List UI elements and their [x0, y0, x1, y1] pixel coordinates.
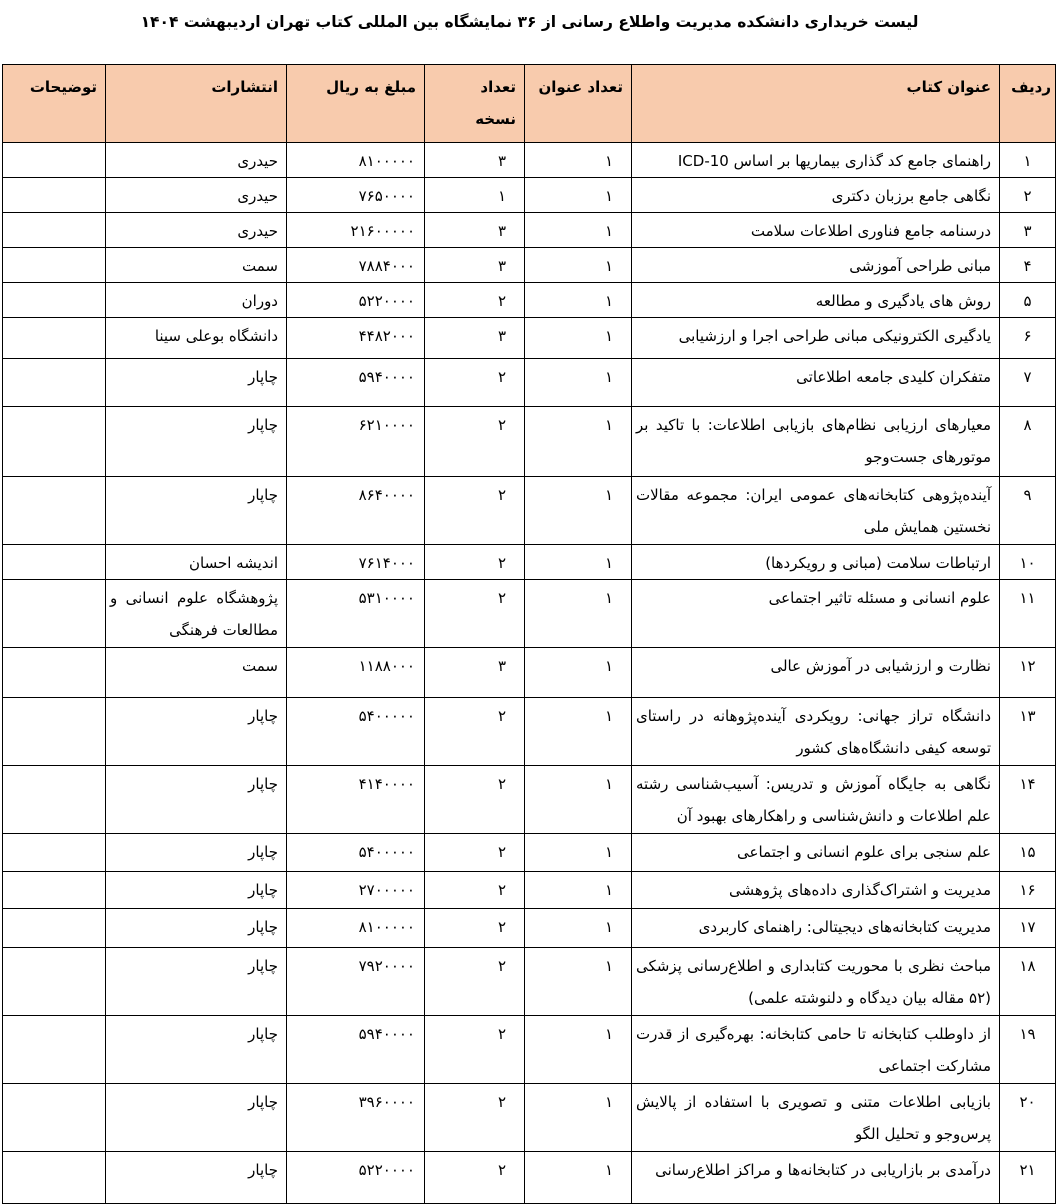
cell-row-number: ۱ — [1000, 143, 1056, 178]
cell-book-title: متفکران کلیدی جامعه اطلاعاتی — [632, 359, 1000, 407]
cell-amount: ۸۱۰۰۰۰۰ — [287, 909, 425, 948]
cell-amount: ۴۱۴۰۰۰۰ — [287, 766, 425, 834]
cell-notes — [3, 178, 106, 213]
cell-notes — [3, 872, 106, 909]
cell-book-title: راهنمای جامع کد گذاری بیماریها بر اساس ICD-10 — [632, 143, 1000, 178]
cell-copy-count: ۲ — [425, 698, 525, 766]
cell-amount: ۲۱۶۰۰۰۰۰ — [287, 213, 425, 248]
cell-book-title: نظارت و ارزشیابی در آموزش عالی — [632, 648, 1000, 698]
cell-amount: ۵۲۲۰۰۰۰ — [287, 1152, 425, 1204]
cell-copy-count: ۲ — [425, 1084, 525, 1152]
cell-title-count: ۱ — [525, 909, 632, 948]
cell-publisher: چاپار — [106, 1016, 287, 1084]
cell-notes — [3, 283, 106, 318]
cell-title-count: ۱ — [525, 213, 632, 248]
table-row — [3, 834, 1056, 872]
cell-publisher: سمت — [106, 248, 287, 283]
cell-amount: ۵۳۱۰۰۰۰ — [287, 580, 425, 648]
table-row — [3, 407, 1056, 477]
column-header-copy-count-label: تعداد نسخه — [475, 78, 516, 128]
column-header-amount: مبلغ به ریال — [287, 65, 425, 143]
cell-publisher: چاپار — [106, 477, 287, 545]
cell-copy-count: ۲ — [425, 283, 525, 318]
cell-amount: ۸۱۰۰۰۰۰ — [287, 143, 425, 178]
cell-amount: ۵۹۴۰۰۰۰ — [287, 1016, 425, 1084]
cell-row-number: ۹ — [1000, 477, 1056, 545]
cell-title-count: ۱ — [525, 648, 632, 698]
table-row — [3, 1084, 1056, 1152]
cell-publisher: چاپار — [106, 1152, 287, 1204]
cell-amount: ۵۴۰۰۰۰۰ — [287, 834, 425, 872]
cell-row-number: ۱۱ — [1000, 580, 1056, 648]
cell-amount: ۸۶۴۰۰۰۰ — [287, 477, 425, 545]
cell-row-number: ۵ — [1000, 283, 1056, 318]
cell-book-title: معیارهای ارزیابی نظام‌های بازیابی اطلاعات: با تاکید بر موتورهای جست‌وجو — [632, 407, 1000, 477]
cell-notes — [3, 834, 106, 872]
cell-row-number: ۱۶ — [1000, 872, 1056, 909]
cell-publisher: حیدری — [106, 178, 287, 213]
column-header-copy-count — [425, 65, 525, 143]
cell-amount: ۵۹۴۰۰۰۰ — [287, 359, 425, 407]
cell-notes — [3, 1152, 106, 1204]
cell-notes — [3, 1016, 106, 1084]
cell-publisher: حیدری — [106, 213, 287, 248]
cell-book-title: روش های یادگیری و مطالعه — [632, 283, 1000, 318]
column-header-row-no: ردیف — [1000, 65, 1056, 143]
purchase-table — [2, 64, 1056, 1204]
cell-amount: ۴۴۸۲۰۰۰ — [287, 318, 425, 359]
cell-copy-count: ۲ — [425, 766, 525, 834]
cell-title-count: ۱ — [525, 407, 632, 477]
table-row — [3, 545, 1056, 580]
cell-copy-count: ۲ — [425, 909, 525, 948]
cell-row-number: ۱۴ — [1000, 766, 1056, 834]
table-row — [3, 766, 1056, 834]
table-row — [3, 359, 1056, 407]
cell-title-count: ۱ — [525, 580, 632, 648]
cell-row-number: ۸ — [1000, 407, 1056, 477]
cell-book-title: نگاهی جامع برزبان دکتری — [632, 178, 1000, 213]
cell-copy-count: ۳ — [425, 213, 525, 248]
cell-row-number: ۲۱ — [1000, 1152, 1056, 1204]
cell-notes — [3, 359, 106, 407]
cell-notes — [3, 407, 106, 477]
cell-title-count: ۱ — [525, 248, 632, 283]
cell-copy-count: ۱ — [425, 178, 525, 213]
cell-title-count: ۱ — [525, 834, 632, 872]
cell-row-number: ۲۰ — [1000, 1084, 1056, 1152]
cell-book-title: مبانی طراحی آموزشی — [632, 248, 1000, 283]
table-row — [3, 318, 1056, 359]
cell-book-title: از داوطلب کتابخانه تا حامی کتابخانه: بهره‌گیری از قدرت مشارکت اجتماعی — [632, 1016, 1000, 1084]
table-row — [3, 178, 1056, 213]
cell-row-number: ۱۷ — [1000, 909, 1056, 948]
cell-title-count: ۱ — [525, 178, 632, 213]
cell-copy-count: ۳ — [425, 318, 525, 359]
table-body — [3, 143, 1056, 1204]
cell-publisher: چاپار — [106, 766, 287, 834]
cell-notes — [3, 248, 106, 283]
cell-publisher: چاپار — [106, 1084, 287, 1152]
cell-title-count: ۱ — [525, 477, 632, 545]
cell-copy-count: ۲ — [425, 580, 525, 648]
cell-row-number: ۷ — [1000, 359, 1056, 407]
cell-publisher: چاپار — [106, 407, 287, 477]
cell-notes — [3, 213, 106, 248]
table-row — [3, 872, 1056, 909]
cell-amount: ۷۶۱۴۰۰۰ — [287, 545, 425, 580]
cell-row-number: ۱۹ — [1000, 1016, 1056, 1084]
cell-notes — [3, 648, 106, 698]
cell-copy-count: ۳ — [425, 143, 525, 178]
table-row — [3, 1016, 1056, 1084]
cell-publisher: چاپار — [106, 359, 287, 407]
cell-amount: ۵۴۰۰۰۰۰ — [287, 698, 425, 766]
cell-row-number: ۱۵ — [1000, 834, 1056, 872]
cell-book-title: علم سنجی برای علوم انسانی و اجتماعی — [632, 834, 1000, 872]
cell-book-title: ارتباطات سلامت (مبانی و رویکردها) — [632, 545, 1000, 580]
cell-row-number: ۶ — [1000, 318, 1056, 359]
cell-row-number: ۱۰ — [1000, 545, 1056, 580]
table-row — [3, 143, 1056, 178]
table-row — [3, 477, 1056, 545]
cell-book-title: آینده‌پژوهی کتابخانه‌های عمومی ایران: مجموعه مقالات نخستین همایش ملی — [632, 477, 1000, 545]
table-row — [3, 283, 1056, 318]
cell-copy-count: ۳ — [425, 648, 525, 698]
table-row — [3, 948, 1056, 1016]
cell-book-title: مدیریت کتابخانه‌های دیجیتالی: راهنمای کاربردی — [632, 909, 1000, 948]
cell-publisher: چاپار — [106, 948, 287, 1016]
cell-title-count: ۱ — [525, 318, 632, 359]
cell-notes — [3, 698, 106, 766]
table-row — [3, 1152, 1056, 1204]
cell-notes — [3, 948, 106, 1016]
cell-copy-count: ۲ — [425, 1152, 525, 1204]
cell-amount: ۷۸۸۴۰۰۰ — [287, 248, 425, 283]
cell-copy-count: ۲ — [425, 359, 525, 407]
cell-publisher: چاپار — [106, 872, 287, 909]
table-row — [3, 213, 1056, 248]
cell-notes — [3, 1084, 106, 1152]
cell-book-title: یادگیری الکترونیکی مبانی طراحی اجرا و ارزشیابی — [632, 318, 1000, 359]
cell-copy-count: ۲ — [425, 834, 525, 872]
column-header-notes: توضیحات — [3, 65, 106, 143]
cell-amount: ۷۶۵۰۰۰۰ — [287, 178, 425, 213]
cell-title-count: ۱ — [525, 766, 632, 834]
table-row — [3, 698, 1056, 766]
cell-publisher: دانشگاه بوعلی سینا — [106, 318, 287, 359]
cell-amount: ۳۹۶۰۰۰۰ — [287, 1084, 425, 1152]
cell-amount: ۱۱۸۸۰۰۰ — [287, 648, 425, 698]
cell-book-title: درآمدی بر بازاریابی در کتابخانه‌ها و مراکز اطلاع‌رسانی — [632, 1152, 1000, 1204]
cell-book-title: نگاهی به جایگاه آموزش و تدریس: آسیب‌شناسی رشته علم اطلاعات و دانش‌شناسی و راهکارهای بهبود آن — [632, 766, 1000, 834]
page-title: لیست خریداری دانشکده مدیریت واطلاع رسانی از ۳۶ نمایشگاه بین المللی کتاب تهران اردیبهشت ۱۴۰۴ — [140, 13, 919, 31]
cell-amount: ۷۹۲۰۰۰۰ — [287, 948, 425, 1016]
cell-book-title: بازیابی اطلاعات متنی و تصویری با استفاده از پالایش پرس‌وجو و تحلیل الگو — [632, 1084, 1000, 1152]
cell-title-count: ۱ — [525, 948, 632, 1016]
cell-row-number: ۱۳ — [1000, 698, 1056, 766]
cell-title-count: ۱ — [525, 698, 632, 766]
cell-notes — [3, 909, 106, 948]
cell-row-number: ۳ — [1000, 213, 1056, 248]
cell-copy-count: ۳ — [425, 248, 525, 283]
cell-title-count: ۱ — [525, 143, 632, 178]
column-header-book-title: عنوان کتاب — [632, 65, 1000, 143]
cell-copy-count: ۲ — [425, 1016, 525, 1084]
cell-publisher: چاپار — [106, 834, 287, 872]
cell-publisher: دوران — [106, 283, 287, 318]
cell-notes — [3, 318, 106, 359]
table-header-row — [3, 65, 1056, 143]
cell-title-count: ۱ — [525, 359, 632, 407]
cell-notes — [3, 580, 106, 648]
cell-publisher: حیدری — [106, 143, 287, 178]
cell-copy-count: ۲ — [425, 948, 525, 1016]
cell-row-number: ۱۲ — [1000, 648, 1056, 698]
cell-book-title: مدیریت و اشتراک‌گذاری داده‌های پژوهشی — [632, 872, 1000, 909]
cell-title-count: ۱ — [525, 545, 632, 580]
table-row — [3, 648, 1056, 698]
column-header-title-count: تعداد عنوان — [525, 65, 632, 143]
cell-publisher: اندیشه احسان — [106, 545, 287, 580]
cell-book-title: دانشگاه تراز جهانی: رویکردی آینده‌پژوهانه در راستای توسعه کیفی دانشگاه‌های کشور — [632, 698, 1000, 766]
cell-notes — [3, 766, 106, 834]
cell-book-title: علوم انسانی و مسئله تاثیر اجتماعی — [632, 580, 1000, 648]
cell-book-title: درسنامه جامع فناوری اطلاعات سلامت — [632, 213, 1000, 248]
column-header-publisher: انتشارات — [106, 65, 287, 143]
cell-row-number: ۱۸ — [1000, 948, 1056, 1016]
cell-book-title: مباحث نظری با محوریت کتابداری و اطلاع‌رسانی پزشکی (۵۲ مقاله بیان دیدگاه و دلنوشته علمی) — [632, 948, 1000, 1016]
cell-publisher: چاپار — [106, 698, 287, 766]
cell-title-count: ۱ — [525, 283, 632, 318]
cell-title-count: ۱ — [525, 872, 632, 909]
cell-title-count: ۱ — [525, 1152, 632, 1204]
cell-notes — [3, 477, 106, 545]
cell-publisher: سمت — [106, 648, 287, 698]
cell-title-count: ۱ — [525, 1016, 632, 1084]
cell-publisher: پژوهشگاه علوم انسانی و مطالعات فرهنگی — [106, 580, 287, 648]
cell-copy-count: ۲ — [425, 545, 525, 580]
cell-amount: ۲۷۰۰۰۰۰ — [287, 872, 425, 909]
cell-publisher: چاپار — [106, 909, 287, 948]
cell-notes — [3, 545, 106, 580]
table-row — [3, 909, 1056, 948]
cell-title-count: ۱ — [525, 1084, 632, 1152]
cell-amount: ۵۲۲۰۰۰۰ — [287, 283, 425, 318]
cell-row-number: ۲ — [1000, 178, 1056, 213]
cell-row-number: ۴ — [1000, 248, 1056, 283]
cell-copy-count: ۲ — [425, 407, 525, 477]
table-row — [3, 248, 1056, 283]
table-row — [3, 580, 1056, 648]
cell-notes — [3, 143, 106, 178]
cell-amount: ۶۲۱۰۰۰۰ — [287, 407, 425, 477]
cell-copy-count: ۲ — [425, 872, 525, 909]
cell-copy-count: ۲ — [425, 477, 525, 545]
